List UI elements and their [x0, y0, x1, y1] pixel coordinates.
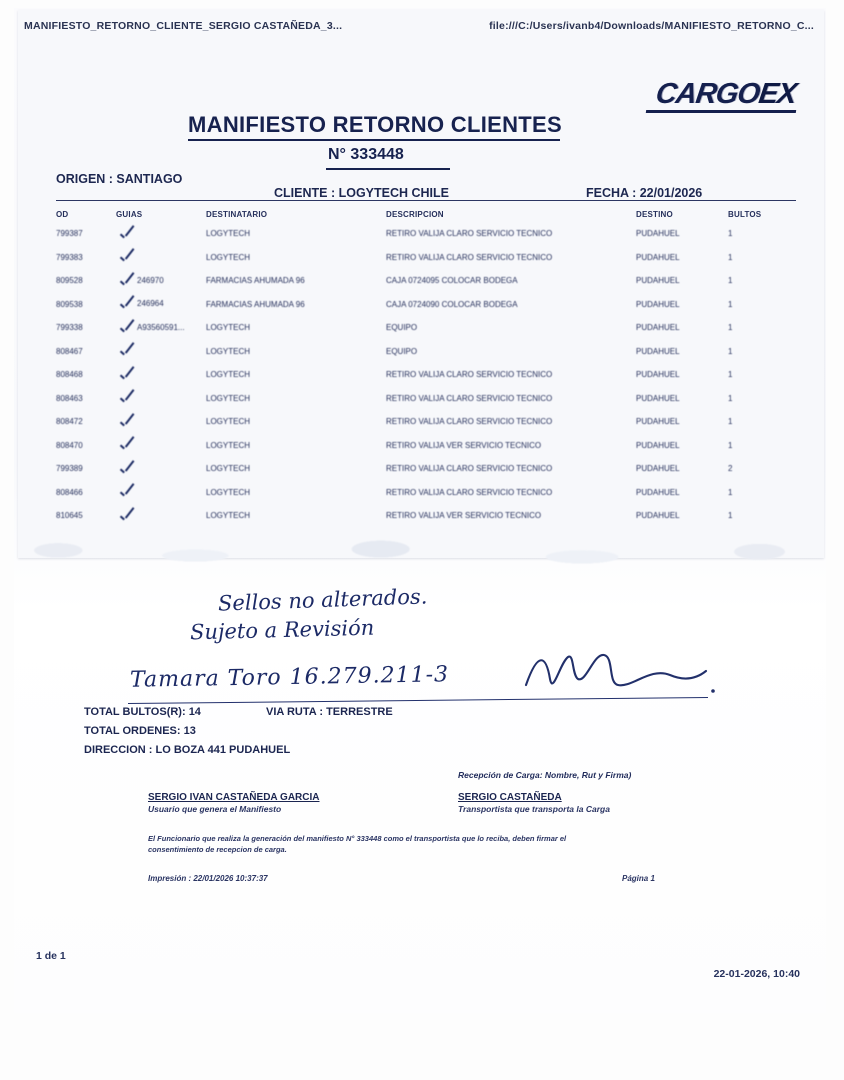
torn-paper-edge — [18, 540, 824, 566]
cell-guia — [116, 439, 206, 451]
cell-guia — [116, 228, 206, 240]
cell-destinatario: LOGYTECH — [206, 511, 251, 521]
title-underline — [188, 139, 560, 141]
cell-bultos: 1 — [728, 393, 733, 403]
check-mark-icon — [119, 463, 137, 475]
cell-guia — [116, 369, 206, 381]
cell-destinatario: LOGYTECH — [206, 229, 251, 239]
manifest-number: N° 333448 — [328, 146, 404, 163]
direccion: DIRECCION : LO BOZA 441 PUDAHUEL — [84, 744, 291, 756]
table-header-row — [56, 210, 796, 222]
table-row — [56, 316, 796, 340]
signature-left-role: Usuario que genera el Manifiesto — [148, 804, 282, 814]
check-mark-icon — [119, 439, 137, 451]
cell-descripcion: RETIRO VALIJA CLARO SERVICIO TECNICO — [386, 393, 553, 403]
handwritten-note-line2: Sujeto a Revisión — [189, 615, 375, 645]
cell-guia — [116, 510, 206, 522]
cell-od: 808463 — [56, 393, 83, 403]
table-row — [56, 293, 796, 317]
cell-guia — [116, 463, 206, 475]
check-mark-icon — [119, 228, 137, 240]
table-row — [56, 504, 796, 528]
cell-descripcion: RETIRO VALIJA CLARO SERVICIO TECNICO — [386, 464, 553, 474]
cell-descripcion: RETIRO VALIJA CLARO SERVICIO TECNICO — [386, 487, 553, 497]
cell-destino: PUDAHUEL — [636, 511, 680, 521]
cell-guia-text: 246964 — [137, 299, 164, 309]
col-header-guias: GUIAS — [116, 210, 143, 219]
check-mark-icon — [119, 392, 137, 404]
handwritten-signature-scribble — [520, 645, 720, 705]
page-number: Página 1 — [622, 874, 655, 883]
cell-guia-text: 246970 — [137, 275, 164, 285]
cell-destinatario: LOGYTECH — [206, 370, 251, 380]
table-row — [56, 457, 796, 481]
cell-guia — [116, 275, 206, 287]
logo-underline — [646, 110, 796, 113]
cell-destino: PUDAHUEL — [636, 487, 680, 497]
cell-destinatario: LOGYTECH — [206, 393, 251, 403]
cell-destino: PUDAHUEL — [636, 299, 680, 309]
col-header-bultos: BULTOS — [728, 210, 762, 219]
signature-right-name: SERGIO CASTAÑEDA — [458, 792, 562, 803]
cell-descripcion: EQUIPO — [386, 323, 418, 333]
cell-destino: PUDAHUEL — [636, 417, 680, 427]
cell-bultos: 1 — [728, 229, 733, 239]
cargoex-logo — [654, 78, 798, 111]
print-header-title: MANIFIESTO_RETORNO_CLIENTE_SERGIO CASTAÑEDA_3... — [24, 20, 343, 32]
cell-od: 799387 — [56, 229, 83, 239]
check-mark-icon — [119, 345, 137, 357]
cell-guia — [116, 251, 206, 263]
cell-guia-text: A93560591... — [137, 322, 185, 332]
cell-descripcion: RETIRO VALIJA CLARO SERVICIO TECNICO — [386, 229, 553, 239]
cell-descripcion: CAJA 0724090 COLOCAR BODEGA — [386, 299, 518, 309]
cell-bultos: 1 — [728, 252, 733, 262]
meta-cliente: CLIENTE : LOGYTECH CHILE — [274, 186, 449, 200]
cell-od: 808466 — [56, 487, 83, 497]
cell-bultos: 1 — [728, 323, 733, 333]
table-row — [56, 410, 796, 434]
cell-descripcion: RETIRO VALIJA VER SERVICIO TECNICO — [386, 511, 542, 521]
check-mark-icon — [119, 275, 137, 287]
cell-destinatario: LOGYTECH — [206, 323, 251, 333]
page-title: MANIFIESTO RETORNO CLIENTES — [188, 112, 562, 137]
cell-destinatario: LOGYTECH — [206, 417, 251, 427]
table-row — [56, 340, 796, 364]
cell-bultos: 1 — [728, 276, 733, 286]
cell-destino: PUDAHUEL — [636, 229, 680, 239]
meta-rule-top — [56, 200, 796, 201]
meta-origen: ORIGEN : SANTIAGO — [56, 172, 183, 186]
logo-text-main: CARGO — [654, 78, 762, 110]
legal-notice: El Funcionario que realiza la generación del manifiesto N° 333448 como el transportista que lo reciba, deben firmar el consentimiento de recepcion de carga. — [148, 834, 567, 854]
cell-od: 809538 — [56, 299, 83, 309]
cell-guia — [116, 298, 206, 310]
check-mark-icon — [119, 322, 137, 334]
cell-descripcion: EQUIPO — [386, 346, 418, 356]
cell-destinatario: LOGYTECH — [206, 440, 251, 450]
cell-destinatario: LOGYTECH — [206, 346, 251, 356]
cell-od: 810645 — [56, 511, 83, 521]
cell-guia — [116, 416, 206, 428]
check-mark-icon — [119, 251, 137, 263]
total-bultos: TOTAL BULTOS(R): 14 — [84, 706, 201, 718]
print-footer-timestamp: 22-01-2026, 10:40 — [713, 968, 800, 980]
cell-destino: PUDAHUEL — [636, 346, 680, 356]
cell-descripcion: RETIRO VALIJA CLARO SERVICIO TECNICO — [386, 370, 553, 380]
via-ruta: VIA RUTA : TERRESTRE — [266, 706, 393, 718]
totals-line-1 — [84, 706, 784, 718]
cell-bultos: 2 — [728, 464, 733, 474]
check-mark-icon — [119, 298, 137, 310]
col-header-od: OD — [56, 210, 69, 219]
cell-destino: PUDAHUEL — [636, 464, 680, 474]
cell-descripcion: CAJA 0724095 COLOCAR BODEGA — [386, 276, 518, 286]
cell-destino: PUDAHUEL — [636, 370, 680, 380]
signature-block-left — [148, 792, 320, 814]
manifest-table — [56, 210, 796, 528]
cell-guia — [116, 486, 206, 498]
cell-descripcion: RETIRO VALIJA CLARO SERVICIO TECNICO — [386, 252, 553, 262]
folio-underline — [326, 168, 450, 170]
cell-destinatario: FARMACIAS AHUMADA 96 — [206, 276, 305, 286]
signature-left-name: SERGIO IVAN CASTAÑEDA GARCIA — [148, 792, 320, 803]
print-header-url: file:///C:/Users/ivanb4/Downloads/MANIFIESTO_RETORNO_C... — [489, 20, 814, 32]
cell-od: 809528 — [56, 276, 83, 286]
cell-descripcion: RETIRO VALIJA CLARO SERVICIO TECNICO — [386, 417, 553, 427]
cell-od: 808468 — [56, 370, 83, 380]
cell-bultos: 1 — [728, 511, 733, 521]
cell-destinatario: FARMACIAS AHUMADA 96 — [206, 299, 305, 309]
impresion-timestamp: Impresión : 22/01/2026 10:37:37 — [148, 874, 268, 883]
cell-bultos: 1 — [728, 346, 733, 356]
cell-descripcion: RETIRO VALIJA VER SERVICIO TECNICO — [386, 440, 542, 450]
recepcion-carga-label: Recepción de Carga: Nombre, Rut y Firma) — [458, 770, 632, 780]
col-header-destinatario: DESTINATARIO — [206, 210, 268, 219]
table-row — [56, 222, 796, 246]
cell-destino: PUDAHUEL — [636, 252, 680, 262]
cell-destino: PUDAHUEL — [636, 393, 680, 403]
cell-bultos: 1 — [728, 299, 733, 309]
check-mark-icon — [119, 369, 137, 381]
handwritten-note-line1: Sellos no alterados. — [217, 584, 428, 616]
print-footer-page: 1 de 1 — [36, 950, 66, 962]
cell-destinatario: LOGYTECH — [206, 252, 251, 262]
col-header-descripcion: DESCRIPCION — [386, 210, 444, 219]
handwritten-signature-name-rut: Tamara Toro 16.279.211-3 — [129, 662, 450, 693]
cell-od: 799338 — [56, 323, 83, 333]
cell-od: 808472 — [56, 417, 83, 427]
cell-guia — [116, 392, 206, 404]
check-mark-icon — [119, 416, 137, 428]
print-header — [24, 20, 814, 32]
cell-bultos: 1 — [728, 487, 733, 497]
table-row — [56, 481, 796, 505]
cell-od: 799383 — [56, 252, 83, 262]
table-row — [56, 363, 796, 387]
cell-bultos: 1 — [728, 370, 733, 380]
cell-od: 808467 — [56, 346, 83, 356]
cell-destinatario: LOGYTECH — [206, 487, 251, 497]
col-header-destino: DESTINO — [636, 210, 673, 219]
total-ordenes: TOTAL ORDENES: 13 — [84, 725, 196, 737]
table-row — [56, 434, 796, 458]
cell-destino: PUDAHUEL — [636, 323, 680, 333]
check-mark-icon — [119, 510, 137, 522]
table-row — [56, 246, 796, 270]
table-row — [56, 387, 796, 411]
cell-guia — [116, 345, 206, 357]
cell-bultos: 1 — [728, 417, 733, 427]
check-mark-icon — [119, 486, 137, 498]
meta-fecha: FECHA : 22/01/2026 — [586, 186, 703, 200]
logo-text-accent: EX — [757, 78, 799, 110]
table-row — [56, 269, 796, 293]
signature-block-right — [458, 792, 610, 814]
cell-destino: PUDAHUEL — [636, 276, 680, 286]
cell-bultos: 1 — [728, 440, 733, 450]
cell-od: 808470 — [56, 440, 83, 450]
manifest-footer — [84, 706, 784, 883]
cell-guia — [116, 322, 206, 334]
cell-od: 799389 — [56, 464, 83, 474]
signature-right-role: Transportista que transporta la Carga — [458, 804, 610, 814]
cell-destinatario: LOGYTECH — [206, 464, 251, 474]
cell-destino: PUDAHUEL — [636, 440, 680, 450]
